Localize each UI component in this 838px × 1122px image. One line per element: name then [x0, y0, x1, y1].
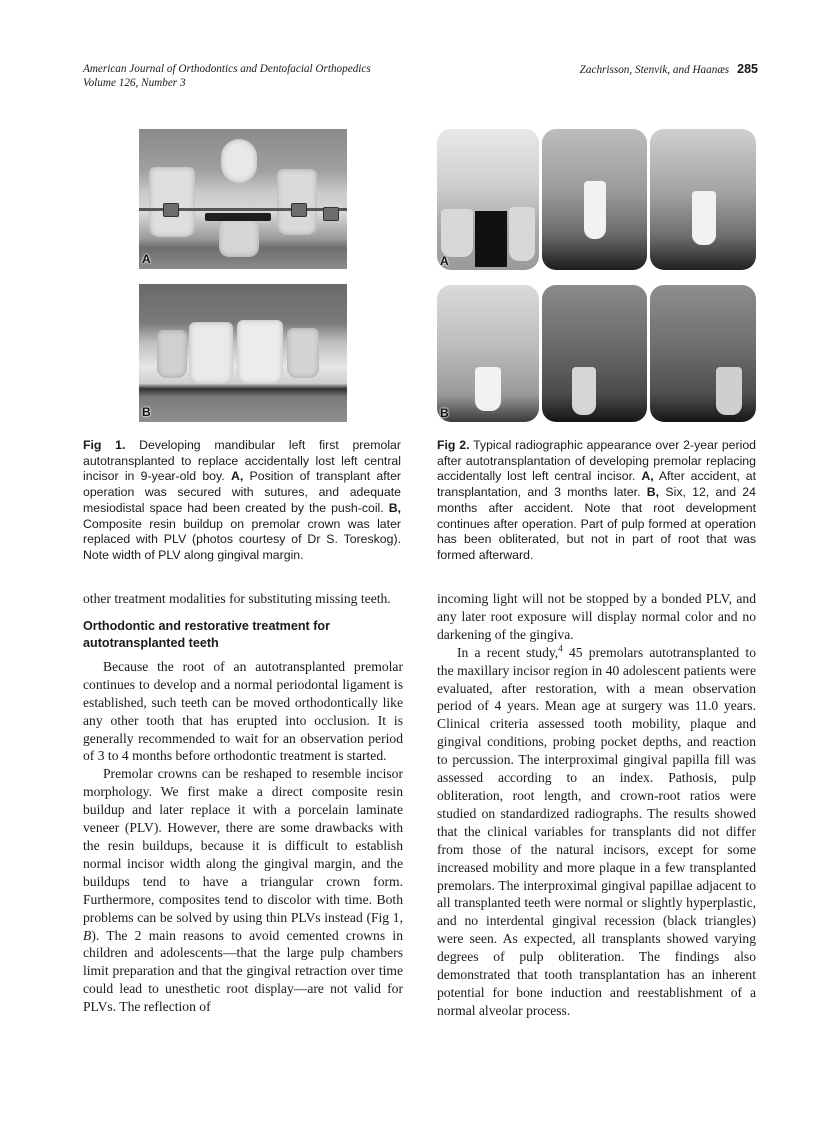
caption-text: Composite resin buildup on premolar crown was later replaced with PLV (photos courtesy of Dr S. Toreskog). Note width of PLV along gingival margin. [83, 516, 401, 562]
panel-label-a: A [142, 252, 151, 266]
paragraph [437, 644, 756, 1020]
tooth-image [441, 209, 473, 257]
push-coil-image [205, 213, 271, 221]
caption-panel-b: B, [646, 485, 660, 500]
paragraph-text: In a recent study, [457, 644, 559, 660]
fig1-caption [83, 438, 401, 564]
bracket-image [163, 203, 179, 217]
fig1-photo-b [139, 284, 347, 422]
panel-label-b: B [440, 406, 449, 420]
fig2-caption [437, 438, 756, 564]
author-page [580, 62, 758, 77]
caption-panel-a: A, [641, 469, 654, 484]
radiograph-a1 [437, 129, 539, 270]
tooth-image [149, 167, 195, 237]
radiograph-b3 [650, 285, 756, 422]
panel-label-a: A [440, 254, 449, 268]
right-column [437, 590, 756, 1020]
radiograph-a3 [650, 129, 756, 270]
transplant-image [692, 191, 716, 245]
journal-info [83, 62, 371, 90]
tooth-image [277, 169, 317, 235]
running-authors: Zachrisson, Stenvik, and Haanæs [579, 64, 730, 76]
panel-label-b: B [142, 405, 151, 419]
transplant-image [475, 367, 501, 411]
paragraph-text: Premolar crowns can be reshaped to resemble incisor morphology. We first make a direct composite resin buildup and later replace it with a porcelain laminate veneer (PLV). However, there are some drawbacks with the resin buildups, because it is difficult to establish normal incisor width along the gingival margin, and the buildups tend to have a triangular crown form. Furthermore, composites tend to discolor with time. Both problems can be solved by using thin PLVs instead (Fig 1, [83, 766, 403, 925]
caption-panel-b: B, [388, 500, 401, 515]
section-heading: Orthodontic and restorative treatment for autotransplanted teeth [83, 618, 331, 650]
journal-title: American Journal of Orthodontics and Dentofacial Orthopedics [83, 63, 371, 75]
fig1-photo-a [139, 129, 347, 269]
transplant-image [584, 181, 606, 239]
fig2-label: Fig 2. [437, 438, 470, 452]
paragraph-text: 45 premolars autotransplanted to the maxillary incisor region in 40 adolescent patients were evaluated, after restoration, with a mean observation period of 4 years. Mean age at surgery was 11.0 years. Clinical criteria assessed tooth mobility, plaque and gingival conditions, probing pocket depths, and reaction to percussion. The interproximal gingival papilla fill was assessed according to an index. Pathosis, pulp obliteration, root length, and crown-root ratios were studied on standardized radiographs. The results showed that the clinical variables for transplants did not differ from those of the natural incisors, except for some increased mobility and more plaque in a few transplanted premolars. The interproximal gingival papillae adjacent to all transplanted teeth were normal or slightly hyperplastic, and no interdental gingival recession (black triangles) were seen. As expected, all transplants showed varying degrees of pulp obliteration. The findings also demonstrated that tooth transplantation has an inherent potential for bone induction and reestablishment of a normal alveolar process. [437, 644, 756, 1018]
radiograph-b2 [542, 285, 647, 422]
left-column [83, 590, 403, 1016]
page-number: 285 [737, 62, 758, 76]
volume-issue: Volume 126, Number 3 [83, 77, 186, 89]
continued-paragraph: incoming light will not be stopped by a bonded PLV, and any later root exposure will display normal color and no darkening of the gingiva. [437, 591, 756, 642]
paragraph: Because the root of an autotransplanted premolar continues to develop and a normal periodontal ligament is established, such teeth can be moved orthodontically like any other tooth that has erupted into occlusion. It is generally recommended to wait for an observation period of 3 to 4 months before orthodontic treatment is started. [83, 658, 403, 764]
caption-text: Typical radiographic appearance over 2-year period after autotransplantation of developing premolar replacing accidentally lost left central incisor. [437, 438, 756, 484]
gap-shadow [475, 211, 507, 267]
radiograph-a2 [542, 129, 647, 270]
tooth-image [189, 322, 233, 384]
figure-panel-ref: B [83, 927, 92, 943]
plv-tooth-image [237, 320, 283, 384]
caption-text: After accident, at transplantation, and 3 months later. [437, 469, 756, 500]
bracket-image [323, 207, 339, 221]
radiograph-b1 [437, 285, 539, 422]
tooth-image [509, 207, 535, 261]
tooth-image [219, 217, 259, 257]
transplant-tooth-image [221, 139, 257, 183]
reference-superscript: 4 [558, 643, 563, 654]
caption-text: Position of transplant after operation was secured with sutures, and adequate mesiodistal space had been created by the push-coil. [83, 469, 401, 515]
fig1-label: Fig 1. [83, 438, 126, 452]
caption-text: Six, 12, and 24 months after accident. Note that root development continues after operation. Part of pulp formed at operation has been obliterated, but not in part of root that was formed afterward. [437, 485, 756, 562]
caption-panel-a: A, [230, 469, 244, 484]
paragraph-text: ). The 2 main reasons to avoid cemented crowns in children and adolescents—that the large pulp chambers limit preparation and that the gingival retraction over time could lead to unesthetic root display—are not valid for PLVs. The reflection of [83, 927, 403, 1015]
tooth-image [157, 330, 187, 378]
continued-paragraph: other treatment modalities for substituting missing teeth. [83, 591, 391, 606]
bracket-image [291, 203, 307, 217]
caption-text: Developing mandibular left first premolar autotransplanted to replace accidentally lost left central incisor in 9-year-old boy. [83, 438, 401, 484]
paragraph [83, 765, 403, 1016]
tooth-image [287, 328, 319, 378]
transplant-image [572, 367, 596, 415]
transplant-image [716, 367, 742, 415]
